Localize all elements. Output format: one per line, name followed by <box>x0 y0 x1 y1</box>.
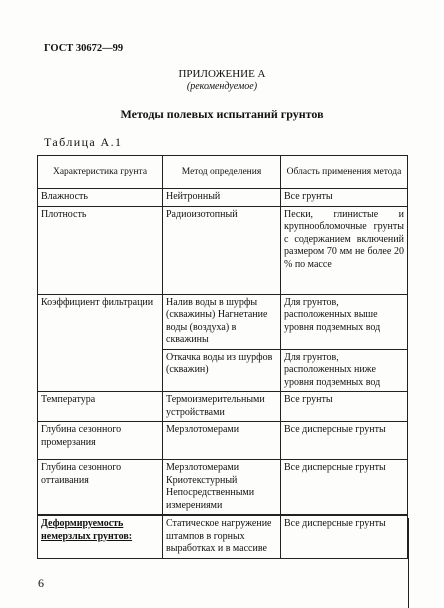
table-row <box>38 189 408 207</box>
table-row <box>38 460 408 516</box>
cell-characteristic: Влажность <box>38 189 163 207</box>
table-row <box>38 422 408 460</box>
cell-method: Статическое нагружение штампов в горных выработках и в массиве <box>163 515 281 558</box>
header-method: Метод определения <box>163 156 281 189</box>
cell-characteristic: Температура <box>38 392 163 422</box>
header-characteristic: Характеристика грунта <box>38 156 163 189</box>
table-row <box>38 515 408 558</box>
table-row <box>38 392 408 422</box>
table-header-row <box>38 156 408 189</box>
page-edge-line <box>408 518 409 608</box>
cell-method: Нейтронный <box>163 189 281 207</box>
header-scope: Область применения метода <box>281 156 408 189</box>
cell-method: Откачка воды из шурфов (скважин) <box>163 349 281 392</box>
table-caption: Таблица А.1 <box>44 135 123 149</box>
cell-characteristic <box>38 515 163 558</box>
appendix-title: ПРИЛОЖЕНИЕ А <box>178 68 266 80</box>
page-number: 6 <box>38 576 44 590</box>
cell-scope: Все дисперсные грунты <box>281 422 408 460</box>
cell-scope: Для грунтов, расположенных выше уровня подземных вод <box>281 294 408 349</box>
cell-method: Мерзлотомерами <box>163 422 281 460</box>
table-row <box>38 206 408 294</box>
cell-characteristic: Коэффициент фильтрации <box>38 294 163 392</box>
cell-scope: Все грунты <box>281 392 408 422</box>
cell-characteristic: Глубина сезонного оттаивания <box>38 460 163 516</box>
cell-characteristic: Глубина сезонного промерзания <box>38 422 163 460</box>
table-row <box>38 294 408 349</box>
document-code: ГОСТ 30672—99 <box>44 43 124 54</box>
cell-method: Мерзлотомерами Криотекстурный Непосредственными измерениями <box>163 460 281 516</box>
cell-scope: Все грунты <box>281 189 408 207</box>
methods-table <box>37 155 408 559</box>
cell-characteristic: Плотность <box>38 206 163 294</box>
cell-method: Термоизмерительными устройствами <box>163 392 281 422</box>
appendix-subtitle: (рекомендуемое) <box>186 81 258 92</box>
cell-method: Радиоизотопный <box>163 206 281 294</box>
cell-scope: Все дисперсные грунты <box>281 515 408 558</box>
cell-method: Налив воды в шурфы (скважины) Нагнетание воды (воздуха) в скважины <box>163 294 281 349</box>
bold-characteristic: Деформируемость немерзлых грунтов: <box>41 518 133 542</box>
cell-scope: Для грунтов, расположенных ниже уровня подземных вод <box>281 349 408 392</box>
cell-scope: Все дисперсные грунты <box>281 460 408 516</box>
section-title: Методы полевых испытаний грунтов <box>120 107 324 121</box>
cell-scope: Пески, глинистые и крупнообломочные грунты с содержанием включений размером 70 мм не более 20 % по массе <box>281 206 408 294</box>
